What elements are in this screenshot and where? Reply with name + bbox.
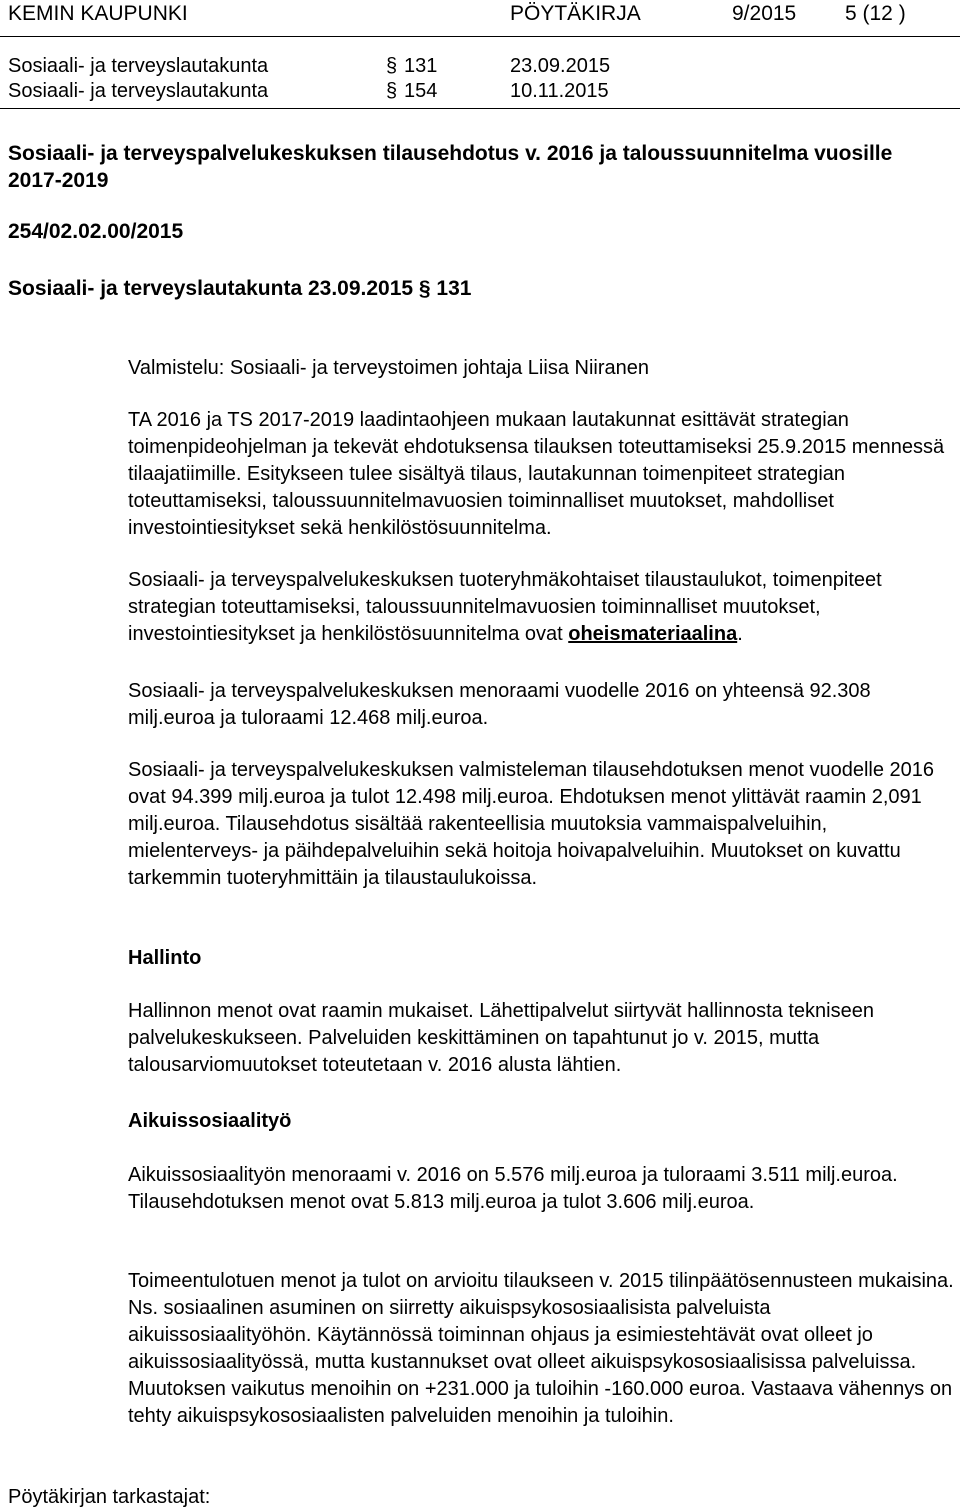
meeting-heading: Sosiaali- ja terveyslautakunta 23.09.2015 § 131 <box>8 277 472 300</box>
section-sign-icon: § <box>386 80 398 102</box>
reference-divider <box>0 108 960 109</box>
paragraph-text: TA 2016 ja TS 2017-2019 laadintaohjeen mukaan lautakunnat esittävät strategian toimenpideohjelman ja tekevät ehdotuksensa tilauksen toteuttamiseksi 25.9.2015 mennessä tilaajatiimille. Esitykseen tulee sisältyä tilaus, lautakunnan toimenpiteet strategian toteuttamiseksi, taloussuunnitelmavuosien toiminnalliset muutokset, mahdolliset investointiesitykset sekä henkilöstösuunnitelma. <box>128 409 945 539</box>
minutes-reviewers-label: Pöytäkirjan tarkastajat: <box>8 1486 211 1508</box>
paragraph-budget-frame <box>128 678 954 732</box>
attachment-link[interactable]: oheismateriaalina <box>568 623 738 645</box>
paragraph-order-proposal <box>128 757 954 892</box>
paragraph-text: Sosiaali- ja terveyspalvelukeskuksen menoraami vuodelle 2016 on yhteensä 92.308 milj.euroa ja tuloraami 12.468 milj.euroa. <box>128 680 871 729</box>
paragraph-administration <box>128 998 954 1079</box>
document-number: 9/2015 <box>732 2 797 25</box>
paragraph-text <box>128 567 954 648</box>
header-divider <box>0 36 960 37</box>
subheading-adult-social-work: Aikuissosiaalityö <box>128 1110 292 1132</box>
paragraph-text: Toimeentulotuen menot ja tulot on arvioitu tilaukseen v. 2015 tilinpäätösennusteen mukaisina. Ns. sosiaalinen asuminen on siirretty aikuispsykososiaalisista palveluista aikuissosiaalityöhön. Käytännössä toiminnan ohjaus ja esimiestehtävät ovat olleet jo aikuissosiaalityössä, mutta kustannukset ovat olleet aikuispsykososiaalisissa palveluissa. Muutoksen vaikutus menoihin on +231.000 ja tuloihin -160.000 euroa. Vastaava vähennys on tehty aikuispsykososiaalisten palveluiden menoihin ja tuloihin. <box>128 1270 954 1427</box>
paragraph-text-start: Sosiaali- ja terveyspalvelukeskuksen tuoteryhmäkohtaiset tilaustaulukot, toimenpiteet strategian toteuttamiseksi, taloussuunnitelmavuosien toiminnalliset muutokset, investointiesitykset ja henkilöstösuunnitelma ovat <box>128 569 882 645</box>
document-header <box>0 2 960 28</box>
agenda-title: Sosiaali- ja terveyspalvelukeskuksen tilausehdotus v. 2016 ja taloussuunnitelma vuosille 2017-2019 <box>8 142 893 192</box>
paragraph-adult-social-work <box>128 1162 954 1216</box>
preparer-line <box>128 355 954 382</box>
reference-number: 154 <box>404 80 438 102</box>
paragraph-text: Sosiaali- ja terveyspalvelukeskuksen valmisteleman tilausehdotuksen menot vuodelle 2016 ovat 94.399 milj.euroa ja tulot 12.498 milj.euroa. Ehdotuksen menot ylittävät raamin 2,091 milj.euroa. Tilausehdotus sisältää rakenteellisia muutoksia vammaispalveluihin, mielenterveys- ja päihdepalveluihin sekä hoitoja hoivapalveluihin. Muutokset on kuvattu tarkemmin tuoteryhmittäin ja tilaustaulukoissa. <box>128 759 935 889</box>
reference-date: 10.11.2015 <box>510 80 609 102</box>
paragraph-income-support <box>128 1268 954 1430</box>
reference-board: Sosiaali- ja terveyslautakunta <box>8 80 269 102</box>
paragraph-text: Aikuissosiaalityön menoraami v. 2016 on 5.576 milj.euroa ja tuloraami 3.511 milj.euroa. Tilausehdotuksen menot ovat 5.813 milj.euroa ja tulot 3.606 milj.euroa. <box>128 1164 898 1213</box>
paragraph-materials <box>128 567 954 648</box>
section-sign-icon: § <box>386 55 398 77</box>
paragraph-instructions <box>128 407 954 542</box>
paragraph-text-end: . <box>737 623 743 645</box>
reference-date: 23.09.2015 <box>510 55 611 77</box>
reference-board: Sosiaali- ja terveyslautakunta <box>8 55 269 77</box>
organization-name: KEMIN KAUPUNKI <box>8 2 188 25</box>
preparer-text: Valmistelu: Sosiaali- ja terveystoimen johtaja Liisa Niiranen <box>128 357 649 379</box>
subheading-administration: Hallinto <box>128 947 202 969</box>
document-type: PÖYTÄKIRJA <box>510 2 641 25</box>
page-number: 5 (12 ) <box>845 2 906 25</box>
reference-number: 131 <box>404 55 438 77</box>
paragraph-text: Hallinnon menot ovat raamin mukaiset. Lähettipalvelut siirtyvät hallinnosta tekniseen palvelukeskukseen. Palveluiden keskittäminen on tapahtunut jo v. 2015, mutta talousarviomuutokset toteutetaan v. 2016 alusta lähtien. <box>128 1000 874 1076</box>
diary-number: 254/02.02.00/2015 <box>8 220 184 243</box>
